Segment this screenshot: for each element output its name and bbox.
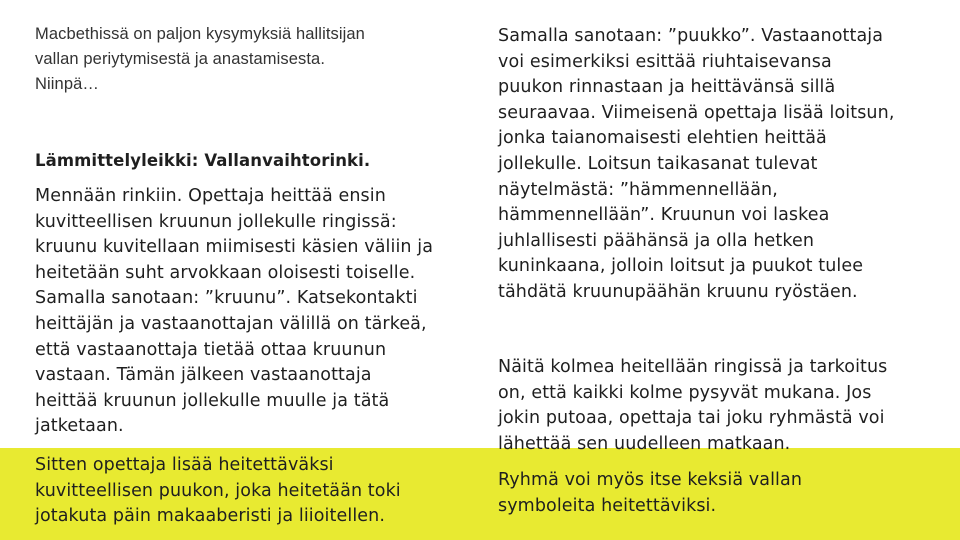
left-paragraph-2: Sitten opettaja lisää heitettäväksi kuvitteellisen puukon, joka heitetään toki jotakuta päin makaaberisti ja liioitellen. (35, 455, 401, 527)
right-paragraph-3: Ryhmä voi myös itse keksiä vallan symboleita heitettäviksi. (498, 470, 803, 516)
right-paragraph-2: Näitä kolmea heitellään ringissä ja tarkoitus on, että kaikki kolme pysyvät mukana. Jos jokin putoaa, opettaja tai joku ryhmästä voi lähettää sen uudelleen matkaan. (498, 357, 888, 454)
left-paragraph-1: Mennään rinkiin. Opettaja heittää ensin kuvitteellisen kruunun jollekulle ringissä: kruunu kuvitellaan miimisesti käsien väliin ja heitetään suht arvokkaan oloisesti toiselle. Samalla sanotaan: ”kruunu”. Katsekontakti heittäjän ja vastaanottajan välillä on tärkeä, että vastaanottaja tietää ottaa kruunun vastaan. Tämän jälkeen vastaanottaja heittää kruunun jollekulle muulle ja tätä jatketaan. (35, 186, 434, 437)
exercise-heading: Lämmittelyleikki: Vallanvaihtorinki. (35, 151, 371, 170)
intro-text: Macbethissä on paljon kysymyksiä hallitsijan vallan periytymisestä ja anastamisesta. Niinpä… (35, 25, 365, 93)
right-paragraph-1: Samalla sanotaan: ”puukko”. Vastaanottaja voi esimerkiksi esittää riuhtaisevansa puukon rinnastaan ja heittävänsä sillä seuraavaa. Viimeisenä opettaja lisää loitsun, jonka taianomaisesti elehtien heittää jollekulle. Loitsun taikasanat tulevat näytelmästä: ”hämmennellään, hämmennellään”. Kruunun voi laskea juhlallisesti päähänsä ja olla hetken kuninkaana, jolloin loitsut ja puukot tulee tähdätä kruunupäähän kruunu ryöstäen. (498, 26, 895, 302)
